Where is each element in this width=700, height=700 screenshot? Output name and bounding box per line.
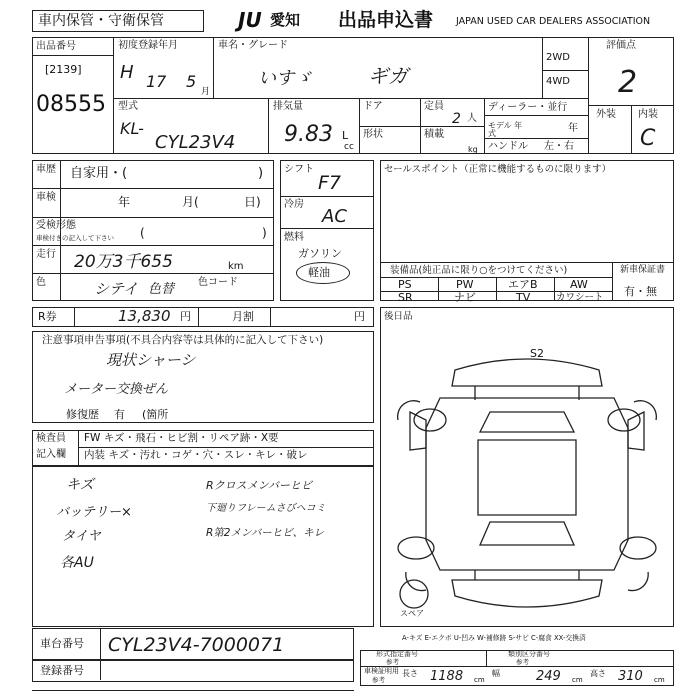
- inspection-day: 日): [244, 195, 261, 209]
- ju-logo: JU: [238, 8, 262, 32]
- entry-number: 08555: [36, 92, 106, 117]
- capacity-value: 2: [452, 111, 461, 127]
- displacement-label: 排気量: [273, 101, 303, 112]
- drive-4wd: 4WD: [546, 76, 570, 87]
- tax-label: 月割: [232, 310, 254, 323]
- class-number-label: 類別区分番号: [508, 650, 550, 658]
- spare-tire: [400, 580, 428, 608]
- equip-tv: TV: [516, 291, 531, 304]
- color-value: シテイ: [94, 280, 138, 298]
- recycle-value: 13,830: [118, 307, 171, 325]
- registration-year: 17: [146, 72, 167, 91]
- rating-value: 2: [618, 65, 638, 100]
- interior-row: 内装 キズ・汚れ・コゲ・穴・スレ・キレ・破レ: [84, 449, 308, 461]
- mileage-label: 走行: [36, 249, 56, 260]
- form-ref: 参考: [386, 658, 399, 666]
- form-title: 出品申込書: [338, 9, 434, 31]
- association-name: JAPAN USED CAR DEALERS ASSOCIATION: [456, 16, 651, 27]
- reg-number-label: 登録番号: [40, 664, 84, 677]
- equipment-label: 装備品(純正品に限り○をつけてください): [390, 265, 568, 276]
- displacement-unit-cc: cc: [344, 142, 354, 152]
- fuel-value: ガソリン: [298, 247, 342, 260]
- width-unit: cm: [572, 676, 583, 684]
- equip-ps: PS: [398, 278, 412, 291]
- color-label: 色: [36, 277, 46, 288]
- inspector-item-1: キズ: [66, 477, 94, 493]
- drive-2wd: 2WD: [546, 52, 570, 63]
- repair-label: 修復歴: [66, 408, 99, 421]
- inspection-year: 年: [118, 195, 131, 209]
- equip-seat: カワシート: [556, 292, 604, 303]
- registration-month: 5: [186, 72, 197, 91]
- height-value: 310: [618, 669, 643, 684]
- received-paren-close: ): [262, 226, 267, 240]
- equip-navi: ナビ: [454, 291, 476, 304]
- history-value: 自家用・(: [70, 166, 128, 181]
- interior-label: 内装: [638, 109, 658, 120]
- shift-label: シフト: [284, 164, 314, 175]
- cert-ref: 参考: [372, 676, 385, 684]
- door-shape-label: 形状: [363, 129, 383, 140]
- load-label: 積載: [424, 129, 444, 140]
- recycle-block: [32, 307, 374, 327]
- form-number-label: 形式指定番号: [376, 650, 418, 658]
- handle-label: ハンドル: [488, 141, 528, 152]
- capacity-label: 定員: [424, 101, 444, 112]
- door-label: ドア: [363, 101, 383, 112]
- registration-era: H: [120, 62, 134, 83]
- recycle-label: R券: [38, 310, 57, 323]
- inspector-item-2: バッテリー×: [56, 505, 132, 520]
- shift-value: F7: [318, 172, 342, 194]
- repair-value: 有: [114, 408, 125, 421]
- car-model: ギガ: [368, 64, 408, 88]
- ac-label: 冷房: [284, 199, 304, 210]
- entry-number-label: 出品番号: [36, 41, 76, 52]
- warranty-options: 有・無: [624, 285, 657, 298]
- model-type-prefix: KL-: [120, 119, 144, 138]
- inspector-right-2: 下廻りフレームさびヘコミ: [206, 503, 326, 514]
- model-type-code: CYL23V4: [155, 132, 236, 153]
- inspection-month: 月(: [182, 195, 199, 209]
- notes-label: 注意事項申告事項(不具合内容等は具体的に記入して下さい): [42, 334, 324, 346]
- rating-label: 評価点: [606, 40, 636, 51]
- equip-aw: AW: [570, 278, 588, 291]
- width-label: 幅: [492, 669, 500, 678]
- ac-value: AC: [322, 206, 347, 227]
- received-note: 車検付きの記入して下さい: [36, 234, 114, 242]
- model-year-unit: 年: [568, 123, 578, 134]
- model-type-label: 型式: [118, 101, 138, 112]
- entry-column-label: 記入欄: [36, 449, 66, 460]
- sales-point-label: セールスポイント（正常に機能するものに限ります）: [384, 164, 612, 175]
- recycle-unit: 円: [180, 310, 191, 323]
- equip-sr: SR: [398, 291, 413, 304]
- history-label: 車歴: [36, 164, 56, 175]
- notes-line1: 現状シャーシ: [106, 351, 196, 369]
- chassis-label: 車台番号: [40, 637, 84, 650]
- capacity-unit: 人: [467, 113, 477, 124]
- diagram-top-mark: S2: [530, 347, 544, 360]
- dealer-label: ディーラー・並行: [488, 102, 568, 113]
- displacement-unit: L: [342, 129, 349, 142]
- width-value: 249: [536, 669, 561, 684]
- tax-unit: 円: [354, 310, 365, 323]
- warranty-label: 新車保証書: [620, 265, 666, 275]
- registration-month-unit: 月: [201, 87, 211, 97]
- height-label: 高さ: [590, 669, 606, 678]
- inspector-label: 検査員: [36, 433, 66, 444]
- load-unit: kg: [468, 145, 478, 154]
- storage-label: 車内保管・守衛保管: [38, 13, 164, 29]
- received-label: 受検形態: [36, 220, 76, 231]
- color-original: 色替: [148, 282, 175, 297]
- history-close: ): [258, 166, 264, 181]
- mileage-unit: km: [228, 261, 244, 272]
- color-code-label: 色コード: [198, 277, 238, 288]
- car-name-label: 車名・グレード: [218, 40, 288, 51]
- chassis-value: CYL23V4-7000071: [108, 634, 285, 656]
- after-inspection-label: 後日品: [384, 311, 413, 322]
- mileage-value: 20万3千655: [74, 252, 173, 272]
- cert-label: 車検証明用: [364, 667, 399, 675]
- fuel-option: 軽油: [308, 266, 330, 279]
- length-unit: cm: [474, 676, 485, 684]
- inspector-item-4: 各AU: [60, 555, 94, 571]
- equip-pw: PW: [456, 278, 474, 291]
- fuel-label: 燃料: [284, 232, 304, 243]
- registration-label: 初度登録年月: [118, 40, 178, 51]
- car-damage-diagram: [380, 340, 674, 630]
- model-year-label: モデル 年式: [488, 121, 523, 138]
- equip-airbag: エアB: [508, 278, 538, 291]
- repair-place: (箇所: [142, 408, 169, 421]
- class-ref: 参考: [516, 658, 529, 666]
- displacement-value: 9.83: [284, 122, 333, 147]
- spare-label: スペア: [400, 609, 424, 618]
- inspector-right-1: Rクロスメンバーヒビ: [206, 479, 312, 492]
- fw-row: FW キズ・飛石・ヒビ割・リペア跡・X要: [84, 432, 279, 444]
- inspector-right-3: R第2メンバーヒビ、キレ: [206, 527, 325, 539]
- inspection-label: 車検: [36, 192, 56, 203]
- exterior-label: 外装: [596, 109, 616, 120]
- received-paren-open: (: [140, 226, 145, 240]
- entry-sub-number: [2139]: [45, 63, 82, 76]
- aichi-label: 愛知: [270, 11, 301, 29]
- length-label: 長さ: [402, 669, 418, 678]
- inspector-item-3: タイヤ: [62, 529, 101, 544]
- notes-line2: メーター交換ぜん: [64, 382, 169, 397]
- length-value: 1188: [430, 669, 464, 684]
- height-unit: cm: [654, 676, 665, 684]
- interior-value: C: [640, 126, 656, 151]
- car-maker: いすゞ: [258, 68, 312, 89]
- handle-options: 左・右: [544, 141, 574, 152]
- diagram-legend: A-キズ E-エクボ U-凹み W-補修跡 S-サビ C-腐食 XX-交換済: [402, 634, 586, 642]
